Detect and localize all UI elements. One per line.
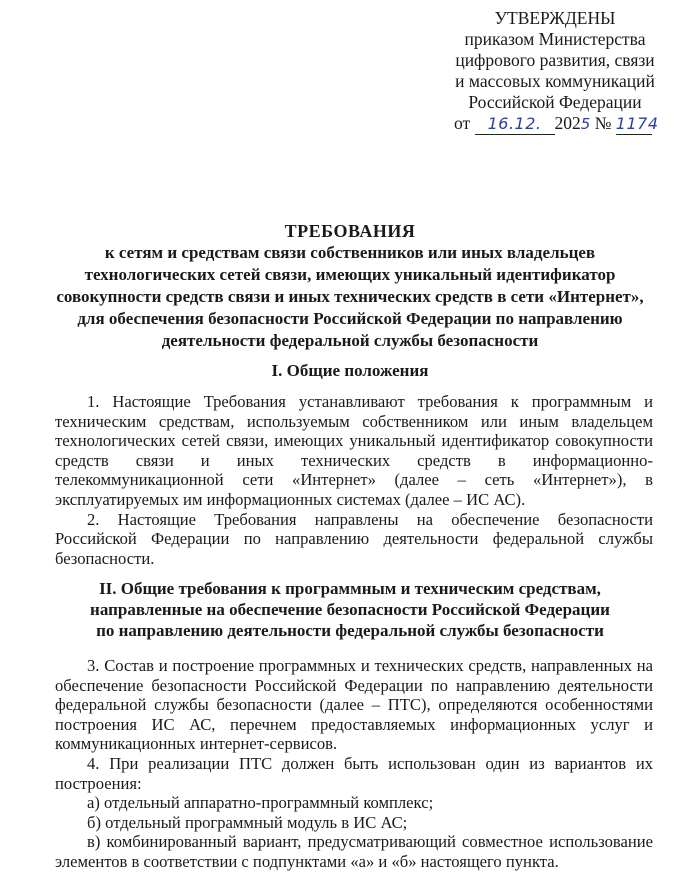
subtitle-line: деятельности федеральной службы безопасности <box>161 331 539 350</box>
number-label: № <box>594 113 612 133</box>
list-item-c: в) комбинированный вариант, предусматривающий совместное использование элементов в соответствии с подпунктами «а» и «б» настоящего пункта. <box>55 832 653 871</box>
section-2-body <box>55 656 653 872</box>
year-prefix: 202 <box>554 113 581 133</box>
paragraph-3: 3. Состав и построение программных и технических средств, направленных на обеспечение безопасности Российской Федерации по направлению деятельности федеральной службы безопасности (далее – ПТС), определяются особенностями построения ИС АС, перечнем предоставляемых информационных услуг и коммуникационных интернет-сервисов. <box>55 656 653 754</box>
paragraph-1: 1. Настоящие Требования устанавливают требования к программным и техническим средствам, используемым собственником или иным владельцем технологических сетей связи, имеющих уникальный идентификатор совокупности средств связи и иных технических средств в информационно-телекоммуникационной сети «Интернет» (далее – сеть «Интернет»), в эксплуатируемых им информационных системах (далее – ИС АС). <box>55 392 653 509</box>
from-label: от <box>454 113 471 133</box>
paragraph-2: 2. Настоящие Требования направлены на обеспечение безопасности Российской Федерации по направлению деятельности федеральной службы безопасности. <box>55 509 653 568</box>
list-item-a: а) отдельный аппаратно-программный комплекс; <box>87 793 434 813</box>
subtitle-line: технологических сетей связи, имеющих уникальный идентификатор <box>84 265 616 284</box>
section-2-heading-line: направленные на обеспечение безопасности Российской Федерации <box>90 600 610 619</box>
document-title: ТРЕБОВАНИЯ <box>284 221 416 241</box>
handwritten-date: 16.12. <box>475 113 555 135</box>
approval-line: цифрового развития, связи <box>455 50 655 70</box>
section-1-body <box>55 392 653 568</box>
approval-block <box>440 8 670 135</box>
handwritten-year-digit: 5 <box>580 115 591 133</box>
document-title-block <box>50 220 650 352</box>
subtitle-line: совокупности средств связи и иных технических средств в сети «Интернет», <box>56 287 644 306</box>
subtitle-line: для обеспечения безопасности Российской Федерации по направлению <box>77 309 623 328</box>
section-2-heading-line: II. Общие требования к программным и техническим средствам, <box>99 579 601 598</box>
approval-line: Российской Федерации <box>468 92 642 112</box>
subtitle-line: к сетям и средствам связи собственников или иных владельцев <box>104 243 596 262</box>
section-2-heading <box>50 578 650 641</box>
list-item-b: б) отдельный программный модуль в ИС АС; <box>87 812 408 832</box>
section-1-heading: I. Общие положения <box>271 361 429 380</box>
paragraph-4: 4. При реализации ПТС должен быть использован один из вариантов их построения: <box>55 753 653 793</box>
handwritten-number: 1174 <box>615 114 659 133</box>
approval-line: приказом Министерства <box>464 29 646 49</box>
section-2-heading-line: по направлению деятельности федеральной службы безопасности <box>96 621 604 640</box>
approval-date-number-row <box>440 113 670 135</box>
approval-line: и массовых коммуникаций <box>455 71 655 91</box>
approval-heading: УТВЕРЖДЕНЫ <box>494 8 616 28</box>
